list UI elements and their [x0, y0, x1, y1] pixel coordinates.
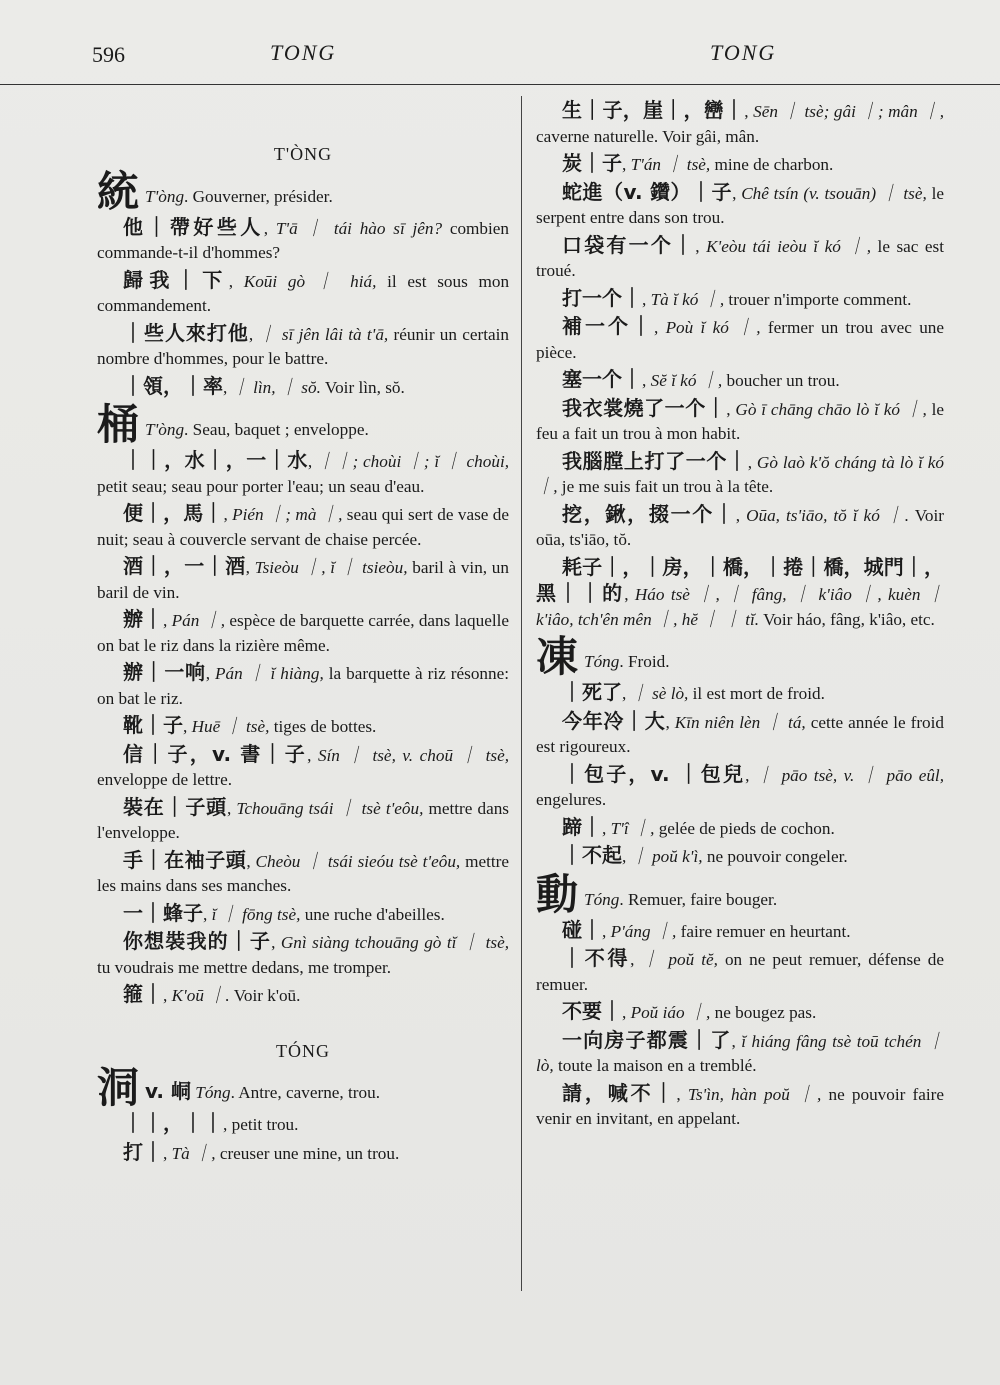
chinese-text: ｜領，｜率 — [123, 373, 223, 398]
romanization: P'áng ｜, — [610, 921, 677, 941]
definition: il est sous mon commandement. — [97, 271, 510, 315]
chinese-text: 打一个｜ — [562, 285, 642, 310]
definition: mettre les mains dans ses manches. — [97, 851, 509, 895]
left-running-title: TONG — [270, 40, 337, 65]
romanization: Pién ｜; mà ｜, — [232, 505, 343, 524]
dictionary-entry: 他｜帶好些人, T'ā ｜ tái hào sī jên? combien commande-t-il d'hommes? — [97, 214, 510, 262]
romanization: Ts'ìn, hàn poŭ ｜, — [687, 1084, 822, 1104]
dictionary-entry: 耗子｜，｜房，｜橋，｜捲｜橋，城門｜，黑｜｜的, Háo tsè ｜, ｜ fâng, ｜ k'iâo ｜, kuèn ｜ k'iâo, tch'ên mên ｜, hĕ ｜ ｜ tĭ. Voir háo, fâng, k'iâo, etc. — [536, 554, 945, 629]
romanization: T'òng — [145, 186, 185, 206]
dictionary-entry: 箍｜, K'oū ｜. Voir k'oū. — [123, 982, 301, 1006]
chinese-text: 口袋有一个｜ — [562, 232, 696, 257]
headword: 洞 — [97, 1063, 140, 1112]
chinese-text: 炭｜子 — [562, 151, 622, 175]
chinese-text: 今年冷｜大 — [562, 708, 666, 733]
dictionary-entry: 炭｜子, T'án ｜ tsè, mine de charbon. — [562, 151, 834, 175]
chinese-text: 蹄｜ — [562, 814, 602, 839]
chinese-text: ｜些人來打他 — [123, 320, 249, 345]
romanization: Tóng — [195, 1083, 231, 1102]
romanization: K'eòu tái ieòu ĭ kó ｜, — [706, 236, 872, 256]
chinese-text: 酒｜，一｜酒 — [123, 554, 246, 578]
definition: le sac est troué. — [536, 236, 944, 280]
definition: fermer un trou avec une pièce. — [536, 318, 945, 362]
romanization: ｜｜; choùi ｜; ĭ ｜ choùi, — [317, 452, 510, 471]
romanization: T'òng — [145, 420, 185, 439]
definition: seau qui sert de vase de nuit; seau à couvercle servant de chaise percée. — [97, 505, 510, 549]
dictionary-entry: 請，喊不｜, Ts'ìn, hàn poŭ ｜, ne pouvoir faire venir en invitant, en appelant. — [536, 1080, 945, 1128]
romanization: ｜ pāo tsè, v. ｜ pāo eûl, — [755, 765, 944, 785]
dictionary-entry: ｜些人來打他, ｜ sī jên lâi tà t'ā, réunir un certain nombre d'hommes, pour le battre. — [97, 320, 510, 368]
dictionary-entry: 補一个｜, Poù ĭ kó ｜, fermer un trou avec une pièce. — [536, 314, 945, 362]
definition: la barquette à riz résonne: on bat le riz. — [97, 664, 510, 708]
chinese-text: 我衣裳燒了一个｜ — [562, 395, 727, 420]
definition: faire remuer en heurtant. — [676, 921, 851, 941]
dictionary-entry: 歸我｜下, Koūi gò ｜ hiá, il est sous mon commandement. — [97, 267, 510, 315]
dictionary-entry: ｜領，｜率, ｜ lìn, ｜ sŏ. Voir lìn, sŏ. — [123, 373, 405, 398]
romanization: Tóng — [584, 652, 620, 671]
definition: il est mort de froid. — [688, 684, 825, 703]
dictionary-entry — [97, 400, 509, 449]
definition: . Antre, caverne, trou. — [230, 1083, 380, 1102]
romanization: Háo tsè ｜, ｜ fâng, ｜ k'iâo ｜, kuèn ｜ k'iâo, tch'ên mên ｜, hĕ ｜ ｜ tĭ. — [536, 585, 945, 629]
chinese-text: 請，喊不｜ — [562, 1080, 677, 1105]
chinese-text: 我腦膛上打了一个｜ — [562, 448, 748, 473]
definition: . Gouverner, présider. — [184, 186, 333, 206]
headword: 凍 — [536, 632, 579, 681]
romanization: Gò ī chāng chāo lò ĭ kó ｜, — [735, 399, 927, 419]
chinese-text: 便｜，馬｜ — [123, 501, 224, 525]
dictionary-entry — [536, 632, 944, 681]
dictionary-entry: 裝在｜子頭, Tchouāng tsái ｜ tsè t'eôu, mettre dans l'enveloppe. — [97, 794, 509, 842]
dictionary-entry: 信｜子，v. 書｜子, Sín ｜ tsè, v. choū ｜ tsè, enveloppe de lettre. — [97, 741, 509, 789]
definition: gelée de pieds de cochon. — [654, 818, 835, 838]
chinese-text: 一｜蜂子 — [123, 900, 203, 925]
chinese-text: 信｜子，v. 書｜子 — [123, 741, 308, 766]
chinese-text: 他｜帶好些人 — [123, 214, 264, 239]
romanization: Tchouāng tsái ｜ tsè t'eôu, — [236, 798, 424, 818]
chinese-text: ｜包子，v. ｜包兒 — [562, 761, 746, 786]
chinese-text: ｜｜，｜｜ — [123, 1111, 223, 1135]
definition: une ruche d'abeilles. — [300, 904, 445, 924]
chinese-text: ｜不起 — [562, 843, 622, 867]
dictionary-entry — [536, 869, 944, 919]
definition: espèce de barquette carrée, dans laquelle on bat le riz dans la rizière même. — [97, 611, 510, 655]
dictionary-entry: 我衣裳燒了一个｜, Gò ī chāng chāo lò ĭ kó ｜, le feu a fait un trou à mon habit. — [536, 395, 945, 443]
romanization: ｜ sī jên lâi tà t'ā, — [258, 324, 389, 344]
romanization: ｜ poŭ tĕ, — [641, 950, 718, 969]
left-column — [97, 96, 509, 1168]
dictionary-entry: ｜｜，水｜，一｜水, ｜｜; choùi ｜; ĭ ｜ choùi, petit seau; seau pour porter l'eau; un seau d'eau. — [97, 448, 510, 496]
dictionary-entry — [97, 1063, 509, 1112]
definition: mine de charbon. — [710, 155, 834, 174]
chinese-text: ｜不得 — [562, 946, 631, 970]
dictionary-entry: 挖，鍬，掇一个｜, Oūa, ts'iāo, tŏ ĭ kó ｜. Voir oūa, ts'iāo, tŏ. — [536, 501, 945, 549]
definition: boucher un trou. — [722, 371, 840, 390]
dictionary-entry: 生｜子，崖｜，巒｜, Sēn ｜ tsè; gâi ｜; mân ｜, caverne naturelle. Voir gâi, mân. — [536, 98, 945, 146]
romanization: Tà ĭ kó ｜, — [650, 289, 725, 309]
definition: Voir oūa, ts'iāo, tŏ. — [536, 505, 945, 549]
romanization: ｜ sè lò, — [630, 684, 689, 703]
section-heading: TÓNG — [276, 1040, 330, 1061]
chinese-text: 挖，鍬，掇一个｜ — [562, 501, 736, 526]
definition: ne bougez pas. — [710, 1003, 817, 1022]
right-running-title: TONG — [710, 40, 777, 65]
romanization: Oūa, ts'iāo, tŏ ĭ kó ｜. — [746, 505, 910, 525]
section-heading: T'ÒNG — [273, 144, 333, 164]
romanization: Pán ｜, — [171, 611, 226, 630]
dictionary-entry: 塞一个｜, Sĕ ĭ kó ｜, boucher un trou. — [562, 367, 840, 391]
romanization: Tsieòu ｜, ĭ ｜ tsieòu, — [254, 558, 408, 577]
definition: petit seau; seau pour porter l'eau; un seau d'eau. — [97, 476, 425, 496]
romanization: Sēn ｜ tsè; gâi ｜; mân ｜, — [753, 102, 945, 121]
definition: Voir háo, fâng, k'iâo, etc. — [759, 609, 935, 629]
definition: le feu a fait un trou à mon habit. — [536, 399, 945, 443]
definition: . Seau, baquet ; enveloppe. — [184, 420, 369, 439]
chinese-text: 辦｜ — [123, 607, 164, 631]
romanization: Gnì siàng tchouāng gò tĭ ｜ tsè, — [280, 933, 510, 952]
dictionary-entry: 蹄｜, T'î ｜, gelée de pieds de cochon. — [562, 814, 835, 839]
definition: combien commande-t-il d'hommes? — [97, 218, 510, 262]
definition: enveloppe de lettre. — [97, 770, 233, 789]
dictionary-entry: ｜不起, ｜ poŭ k'ì, ne pouvoir congeler. — [562, 843, 848, 867]
chinese-text: 不要｜ — [562, 999, 622, 1023]
dictionary-entry: 靴｜子, Huē ｜ tsè, tiges de bottes. — [123, 713, 377, 737]
dictionary-entry: 一｜蜂子, ĭ ｜ fōng tsè, une ruche d'abeilles. — [123, 900, 445, 925]
definition: cette année le froid est rigoureux. — [536, 712, 945, 756]
romanization: ĭ ｜ fōng tsè, — [211, 904, 301, 924]
chinese-text: 辦｜一响 — [123, 660, 206, 684]
definition: creuser une mine, un trou. — [215, 1143, 400, 1163]
headword: 統 — [97, 166, 140, 216]
chinese-text: ｜｜，水｜，一｜水 — [123, 448, 308, 472]
romanization: T'î ｜, — [610, 818, 655, 838]
dictionary-entry: ｜包子，v. ｜包兒, ｜ pāo tsè, v. ｜ pāo eûl, engelures. — [536, 761, 944, 809]
dictionary-entry: 酒｜，一｜酒, Tsieòu ｜, ĭ ｜ tsieòu, baril à vin, un baril de vin. — [97, 554, 509, 602]
chinese-text: 生｜子，崖｜，巒｜ — [562, 98, 745, 122]
dictionary-entry: 碰｜, P'áng ｜, faire remuer en heurtant. — [562, 917, 851, 942]
definition: trouer n'importe comment. — [724, 289, 912, 309]
headword: 桶 — [97, 400, 140, 449]
chinese-text: 打｜ — [123, 1139, 163, 1164]
dictionary-entry: 一向房子都震｜了, ĭ hiáng fâng tsè toū tchén ｜ lò, toute la maison en a tremblé. — [536, 1027, 945, 1075]
chinese-text: 一向房子都震｜了 — [562, 1027, 732, 1052]
definition: je me suis fait un trou à la tête. — [557, 477, 774, 496]
chinese-text: v. 峒 — [145, 1079, 191, 1103]
chinese-text: 裝在｜子頭 — [123, 794, 227, 819]
dictionary-entry: 不要｜, Poŭ iáo ｜, ne bougez pas. — [562, 999, 817, 1023]
romanization: Huē ｜ tsè, — [191, 717, 270, 736]
definition: , petit trou. — [223, 1115, 299, 1134]
dictionary-entry: 打｜, Tà ｜, creuser une mine, un trou. — [123, 1139, 400, 1164]
right-column — [536, 96, 944, 1134]
definition: ne pouvoir congeler. — [702, 847, 848, 866]
dictionary-entry: 便｜，馬｜, Pién ｜; mà ｜, seau qui sert de vase de nuit; seau à couvercle servant de chaise percée. — [97, 501, 510, 549]
definition: . Froid. — [619, 652, 670, 671]
definition: caverne naturelle. Voir gâi, mân. — [536, 126, 760, 146]
chinese-text: 蛇進（v. 鑽）｜子 — [562, 179, 733, 204]
page-number: 596 — [92, 42, 125, 67]
definition: ne pouvoir faire venir en invitant, en appelant. — [536, 1084, 945, 1128]
dictionary-entry: 你想裝我的｜子, Gnì siàng tchouāng gò tĭ ｜ tsè, tu voudrais me mettre dedans, me tromper. — [97, 929, 510, 977]
dictionary-entry: 辦｜一响, Pán ｜ ĭ hiàng, la barquette à riz résonne: on bat le riz. — [97, 660, 510, 708]
chinese-text: 碰｜ — [562, 917, 602, 942]
definition: réunir un certain nombre d'hommes, pour le battre. — [97, 324, 510, 368]
dictionary-entry: ｜死了, ｜ sè lò, il est mort de froid. — [562, 680, 825, 704]
chinese-text: 手｜在袖子頭 — [123, 847, 247, 872]
chinese-text: 箍｜ — [123, 982, 163, 1006]
romanization: Pán ｜ ĭ hiàng, — [215, 664, 324, 683]
dictionary-entry: 手｜在袖子頭, Cheòu ｜ tsái sieóu tsè t'eôu, mettre les mains dans ses manches. — [97, 847, 509, 895]
definition: tiges de bottes. — [269, 717, 377, 736]
chinese-text: 塞一个｜ — [562, 367, 642, 391]
romanization: T'án ｜ tsè, — [630, 155, 711, 174]
definition: toute la maison en a tremblé. — [553, 1056, 757, 1075]
dictionary-entry — [97, 166, 509, 216]
chinese-text: 歸我｜下 — [123, 267, 229, 292]
romanization: Poù ĭ kó ｜, — [665, 318, 761, 337]
dictionary-entry: 打一个｜, Tà ĭ kó ｜, trouer n'importe comment. — [562, 285, 912, 310]
chinese-text: ｜死了 — [562, 680, 622, 704]
romanization: Chê tsín (v. tsouān) ｜ tsè, — [741, 183, 927, 203]
definition: baril à vin, un baril de vin. — [97, 558, 509, 602]
definition: Voir lìn, sŏ. — [320, 377, 405, 397]
romanization: ĭ hiáng fâng tsè toū tchén ｜ lò, — [536, 1031, 945, 1075]
romanization: Gò laò k'ŏ cháng tà lò ĭ kó ｜, — [536, 452, 945, 496]
dictionary-entry: 我腦膛上打了一个｜, Gò laò k'ŏ cháng tà lò ĭ kó ｜, je me suis fait un trou à la tête. — [536, 448, 945, 496]
definition: . Remuer, faire bouger. — [619, 889, 778, 909]
romanization: T'ā ｜ tái hào sī jên? — [275, 218, 443, 238]
romanization: K'oū ｜. — [171, 986, 230, 1005]
definition: tu voudrais me mettre dedans, me tromper. — [97, 957, 392, 977]
romanization: Sĕ ĭ kó ｜, — [650, 371, 723, 390]
chinese-text: 靴｜子 — [123, 713, 183, 737]
romanization: Sín ｜ tsè, v. choū ｜ tsè, — [317, 745, 509, 765]
dictionary-entry: ｜不得, ｜ poŭ tĕ, on ne peut remuer, défense de remuer. — [536, 946, 945, 994]
dictionary-entry — [97, 1111, 509, 1138]
romanization: Kīn niên lèn ｜ tá, — [674, 712, 806, 732]
romanization: Koūi gò ｜ hiá, — [243, 271, 377, 291]
romanization: Tà ｜, — [171, 1143, 216, 1163]
dictionary-entry: 辦｜, Pán ｜, espèce de barquette carrée, dans laquelle on bat le riz dans la rizière même. — [97, 607, 510, 655]
definition: le serpent entre dans son trou. — [536, 183, 944, 227]
romanization: Tóng — [584, 889, 620, 909]
romanization: Cheòu ｜ tsái sieóu tsè t'eôu, — [255, 851, 461, 871]
definition: engelures. — [536, 790, 607, 809]
definition: mettre dans l'enveloppe. — [97, 798, 509, 842]
page-header — [0, 30, 1000, 85]
definition: on ne peut remuer, défense de remuer. — [536, 950, 945, 994]
romanization: ｜ poŭ k'ì, — [630, 847, 703, 866]
chinese-text: 你想裝我的｜子 — [123, 929, 272, 953]
column-divider — [521, 96, 522, 1291]
definition: Voir k'oū. — [229, 986, 301, 1005]
dictionary-entry: 今年冷｜大, Kīn niên lèn ｜ tá, cette année le froid est rigoureux. — [536, 708, 945, 756]
headword: 動 — [536, 869, 579, 919]
dictionary-entry: 蛇進（v. 鑽）｜子, Chê tsín (v. tsouān) ｜ tsè, le serpent entre dans son trou. — [536, 179, 944, 227]
dictionary-entry: 口袋有一个｜, K'eòu tái ieòu ĭ kó ｜, le sac est troué. — [536, 232, 944, 280]
chinese-text: 耗子｜，｜房，｜橋，｜捲｜橋，城門｜，黑｜｜的 — [536, 554, 944, 605]
romanization: ｜ lìn, ｜ sŏ. — [231, 377, 321, 397]
romanization: Poŭ iáo ｜, — [630, 1003, 711, 1022]
chinese-text: 補一个｜ — [562, 314, 654, 338]
